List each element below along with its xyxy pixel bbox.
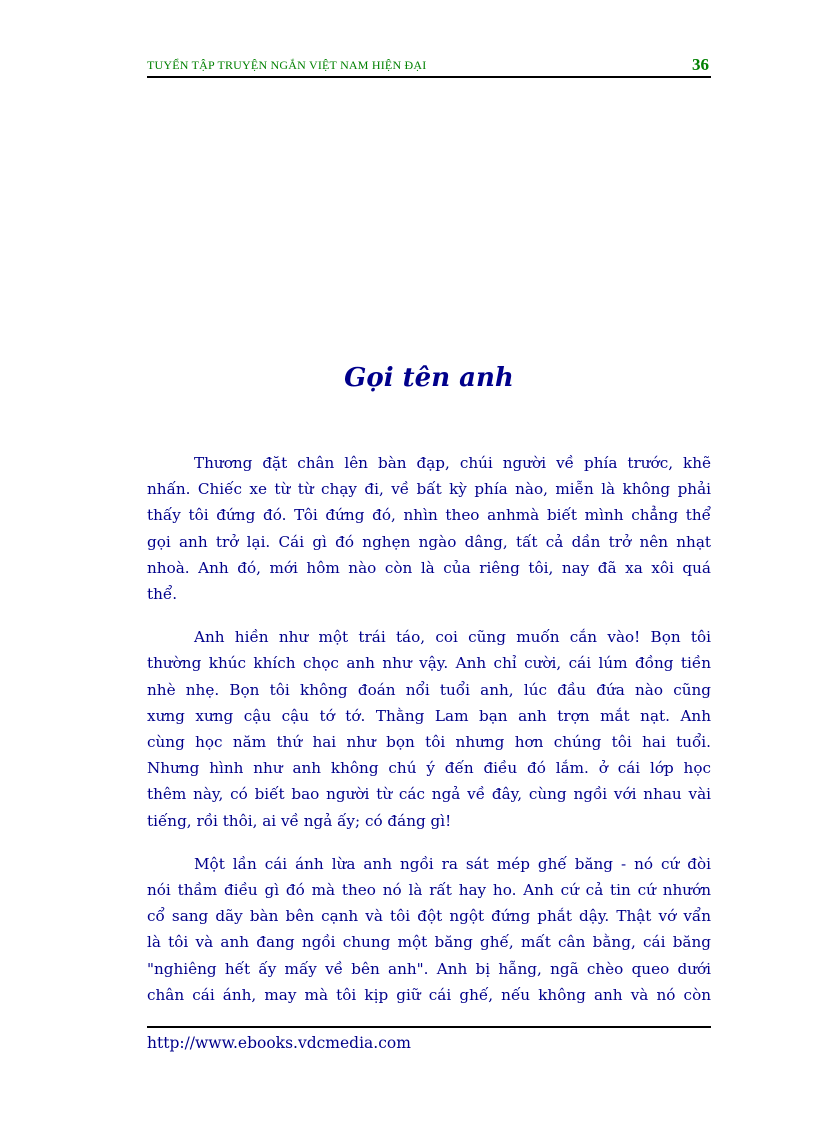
header-divider (147, 76, 711, 78)
text-line: Thương đặt chân lên bàn đạp, chúi người về phía trước, khẽ (194, 454, 711, 472)
text-line: cổ sang dãy bàn bên cạnh và tôi đột ngột đứng phắt dậy. Thật vớ vẩn (147, 907, 711, 926)
text-line: nhấn. Chiếc xe từ từ chạy đi, về bất kỳ phía nào, miễn là không phải (147, 480, 711, 499)
text-line: là tôi và anh đang ngồi chung một băng ghế, mất cân bằng, cái băng (147, 933, 711, 952)
text-line: nhoà. Anh đó, mới hôm nào còn là của riêng tôi, nay đã xa xôi quá (147, 558, 711, 577)
paragraph-2 (147, 624, 711, 834)
text-line: nói thầm điều gì đó mà theo nó là rất hay ho. Anh cứ cả tin cứ nhướn (147, 881, 711, 900)
text-line: Nhưng hình như anh không chú ý đến điều đó lắm. ở cái lớp học (147, 759, 711, 778)
text-line: cùng học năm thứ hai như bọn tôi nhưng hơn chúng tôi hai tuổi. (147, 733, 711, 752)
text-line: thêm này, có biết bao người từ các ngả về đây, cùng ngồi với nhau vài (147, 785, 711, 804)
text-line: Một lần cái ánh lừa anh ngồi ra sát mép ghế băng - nó cứ đòi (194, 854, 711, 873)
text-line: chân cái ánh, may mà tôi kịp giữ cái ghế, nếu không anh và nó còn (147, 985, 711, 1004)
story-title: Gọi tên anh (344, 363, 514, 393)
text-line: xưng xưng cậu cậu tớ tớ. Thằng Lam bạn anh trợn mắt nạt. Anh (147, 706, 711, 725)
book-title: TUYỂN TẬP TRUYỆN NGẮN VIỆT NAM HIỆN ĐẠI (147, 58, 427, 72)
footer-url-link[interactable]: http://www.ebooks.vdcmedia.com (147, 1034, 411, 1052)
page-header (147, 55, 711, 77)
text-line: nhè nhẹ. Bọn tôi không đoán nổi tuổi anh, lúc đầu đứa nào cũng (147, 680, 711, 699)
paragraph-3 (147, 851, 711, 1008)
story-body (147, 450, 711, 1025)
text-line: thể. (147, 585, 178, 604)
text-line: thường khúc khích chọc anh như vậy. Anh chỉ cười, cái lúm đồng tiền (147, 654, 711, 673)
text-line: Anh hiền như một trái táo, coi cũng muốn cắn vào! Bọn tôi (194, 628, 711, 647)
paragraph-1 (147, 450, 711, 607)
text-line: "nghiêng hết ấy mấy về bên anh". Anh bị hẫng, ngã chèo queo dưới (147, 959, 711, 978)
text-line: tiếng, rồi thôi, ai về ngả ấy; có đáng gì! (147, 811, 452, 830)
footer-divider (147, 1026, 711, 1028)
text-line: gọi anh trở lại. Cái gì đó nghẹn ngào dâng, tất cả dần trở nên nhạt (147, 532, 711, 551)
page-number: 36 (692, 55, 709, 74)
text-line: thấy tôi đứng đó. Tôi đứng đó, nhìn theo anhmà biết mình chẳng thể (147, 506, 711, 525)
